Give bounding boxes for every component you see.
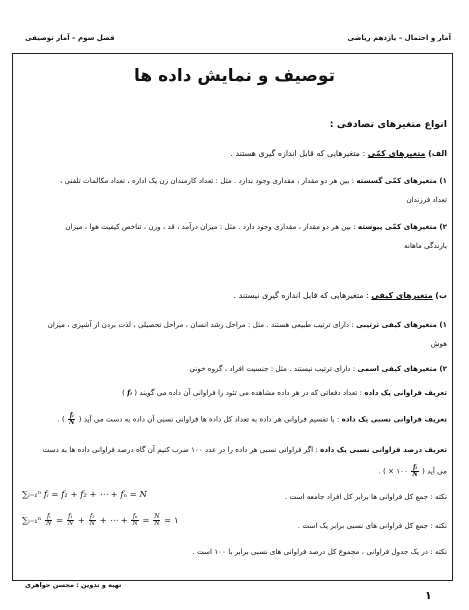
qual-desc: : متغیرهایی که قابل اندازه گیری نیستند . — [233, 291, 369, 300]
page-title: توصیف و نمایش داده ها — [134, 66, 335, 86]
footer-author: تهیه و تدوین : محسن جواهری — [25, 581, 122, 589]
ordinal-desc: : دارای ترتیب طبیعی هستند . مثل : مراحل رشد انسان ، مراحل تحصیلی ، لذت بردن از آشپزی ، میزان — [47, 320, 354, 329]
percent-formula: × ۱۰۰ $\frac{\text{fᵢ}}{N}$ — [388, 464, 418, 478]
continuous-term: ۲) متغیرهای کمّی پیوسته — [357, 222, 447, 231]
ordinal-line-1 — [48, 320, 447, 329]
discrete-line-1 — [60, 176, 447, 185]
pct-term: تعریف درصد فراوانی نسبی یک داده — [320, 445, 447, 454]
continuous-line-2: بارندگی ماهانه — [403, 241, 447, 250]
note-1: نکته : جمع کل فراوانی ها برابر کل افراد جامعه است . — [284, 492, 447, 501]
ordinal-term: ۱) متغیرهای کیفی ترتیبی — [356, 320, 447, 329]
freq-symbol: fᵢ — [127, 388, 132, 397]
continuous-desc: : بین هر دو مقدار ، مقداری وجود دارد . مثل : میزان درآمد ، قد ، وزن ، تناخص کیفیت هوا ، میزان — [65, 222, 356, 231]
rel-term: تعریف فراوانی نسبی یک داده — [341, 414, 447, 424]
frequency-definition: تعریف فراوانی یک داده : تعداد دفعاتی که در هر داده مشاهده می تئود را فراوانی آن داده می گویند ( fᵢ ) — [122, 388, 447, 397]
relative-frequency-definition: تعریف فراوانی نسبی یک داده : با تقسیم فراوانی هر داده به تعداد کل داده ها فراوانی نسبی آن داده به دست می آید ( $\frac{\text{fᵢ}}{N}$ ) . — [57, 412, 447, 426]
quant-term: متغیرهای کمّی — [367, 149, 426, 158]
header-chapter: فصل سوم – آمار توصیفی — [25, 34, 115, 42]
rel-desc: : با تقسیم فراوانی هر داده به تعداد کل داده ها فراوانی نسبی آن داده به دست می آید ( — [78, 414, 340, 424]
percent-definition-line-2: می آید ( × ۱۰۰ $\frac{\text{fᵢ}}{N}$ ) . — [378, 464, 447, 478]
ordinal-line-2: هوش — [430, 339, 447, 348]
content-border — [12, 53, 453, 581]
header-course: آمار و احتمال – یازدهم ریاضی — [347, 34, 451, 42]
continuous-line-1 — [65, 222, 447, 231]
quantitative-heading — [230, 149, 447, 158]
discrete-line-2: تعداد فرزندان — [406, 195, 447, 204]
qualitative-heading — [234, 291, 447, 300]
sum-frequency-formula: ∑ᵢ₌₁ⁿ fᵢ = f₁ + f₂ + ⋯ + fₙ = N — [22, 490, 147, 500]
nominal-line — [189, 364, 447, 373]
freq-desc: : تعداد دفعاتی که در هر داده مشاهده می تئود را فراوانی آن داده می گویند ( — [134, 388, 363, 397]
section-title: انواع متغیرهای تصادفی : — [329, 119, 447, 130]
note-2: نکته : جمع کل فراوانی های نسبی برابر یک است . — [297, 521, 447, 530]
page-number: ۱ — [425, 589, 432, 602]
relative-frequency-fraction: $\frac{\text{fᵢ}}{N}$ — [68, 412, 75, 426]
sum-relative-frequency-formula: ∑ᵢ₌₁ⁿ $\frac{\text{fᵢ}}{N}$ = $\frac{\text{f₁}}{N}$ + $\frac{\text{f₂}}{N}$ + ⋯ + $\frac{\text{fₙ}}{N}$ = $\frac{N}{N}$ = ۱ — [22, 513, 179, 527]
discrete-desc: : بین هر دو مقدار ، مقداری وجود ندارد . مثل : تعداد کارمندان زن یک اداره ، تعداد مکالمات تلفنی ، — [59, 176, 355, 185]
pct-desc: : اگر فراوانی نسبی هر داده را در عدد ۱۰۰ ضرب کنیم آن گاه درصد فراوانی داده ها به دست — [42, 445, 318, 454]
quant-prefix: الف) — [428, 149, 447, 158]
nominal-term: ۲) متغیرهای کیفی اسمی — [357, 364, 447, 373]
percent-definition-line-1 — [43, 445, 447, 454]
freq-term: تعریف فراوانی یک داده — [364, 388, 447, 397]
nominal-desc: : دارای ترتیب نیستند . مثل : جنسیت افراد ، گروه خونی — [189, 364, 356, 373]
quant-desc: : متغیرهایی که قابل اندازه گیری هستند . — [230, 149, 366, 158]
qual-prefix: ب) — [435, 291, 447, 300]
qual-term: متغیرهای کیفی — [371, 291, 433, 300]
discrete-term: ۱) متغیرهای کمّی گسسته — [356, 176, 447, 185]
note-3: نکته : در یک جدول فراوانی ، مجموع کل درصد فراوانی های نسبی برابر با ۱۰۰ است . — [192, 547, 447, 556]
